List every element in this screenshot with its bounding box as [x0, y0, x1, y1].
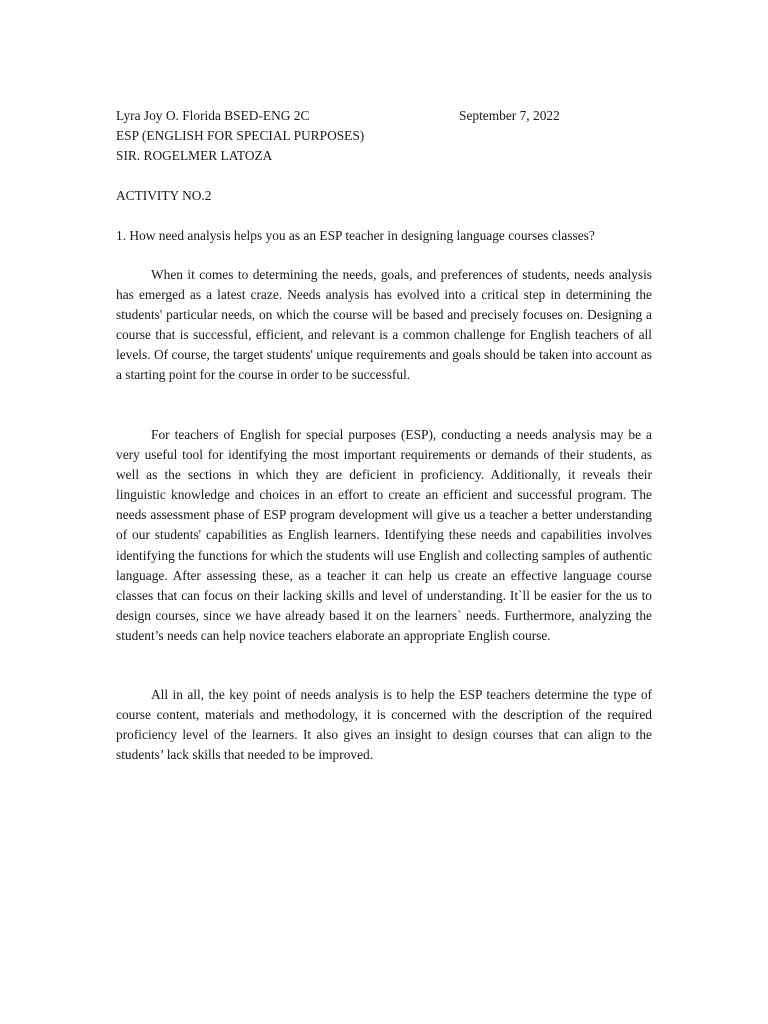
course-title: ESP (ENGLISH FOR SPECIAL PURPOSES) — [116, 128, 365, 143]
paragraph-3: All in all, the key point of needs analysis is to help the ESP teachers determine the type of course content, materials and methodology, it is concerned with the description of the required proficiency level of the learners. It also gives an insight to design courses that can align to the students’ lack skills that needed to be improved. — [116, 687, 652, 763]
paragraph-2: For teachers of English for special purposes (ESP), conducting a needs analysis may be a very useful tool for identifying the most important requirements or demands of their students, as well as the sections in which they are deficient in proficiency. Additionally, it reveals their linguistic knowledge and choices in an effort to create an efficient and successful program. The needs assessment phase of ESP program development will give us a teacher a better understanding of our students' capabilities as English learners. Identifying these needs and capabilities involves identifying the functions for which the students will use English and collecting samples of authentic language. After assessing these, as a teacher it can help us create an effective language course classes that can focus on their lacking skills and level of understanding. It`ll be easier for the us to design courses, since we have already based it on the learners` needs. Furthermore, analyzing the student’s needs can help novice teachers elaborate an appropriate English course. — [116, 427, 652, 643]
question-text: 1. How need analysis helps you as an ESP teacher in designing language courses classes? — [116, 228, 595, 243]
instructor-name: SIR. ROGELMER LATOZA — [116, 148, 273, 163]
activity-title: ACTIVITY NO.2 — [116, 188, 212, 203]
student-name-section: Lyra Joy O. Florida BSED-ENG 2C — [116, 108, 310, 123]
submission-date: September 7, 2022 — [459, 108, 560, 123]
paragraph-1: When it comes to determining the needs, goals, and preferences of students, needs analysis has emerged as a latest craze. Needs analysis has evolved into a critical step in determining the students' particular needs, on which the course will be based and precisely focuses on. Designing a course that is successful, efficient, and relevant is a common challenge for English teachers of all levels. Of course, the target students' unique requirements and goals should be taken into account as a starting point for the course in order to be successful. — [116, 267, 652, 383]
